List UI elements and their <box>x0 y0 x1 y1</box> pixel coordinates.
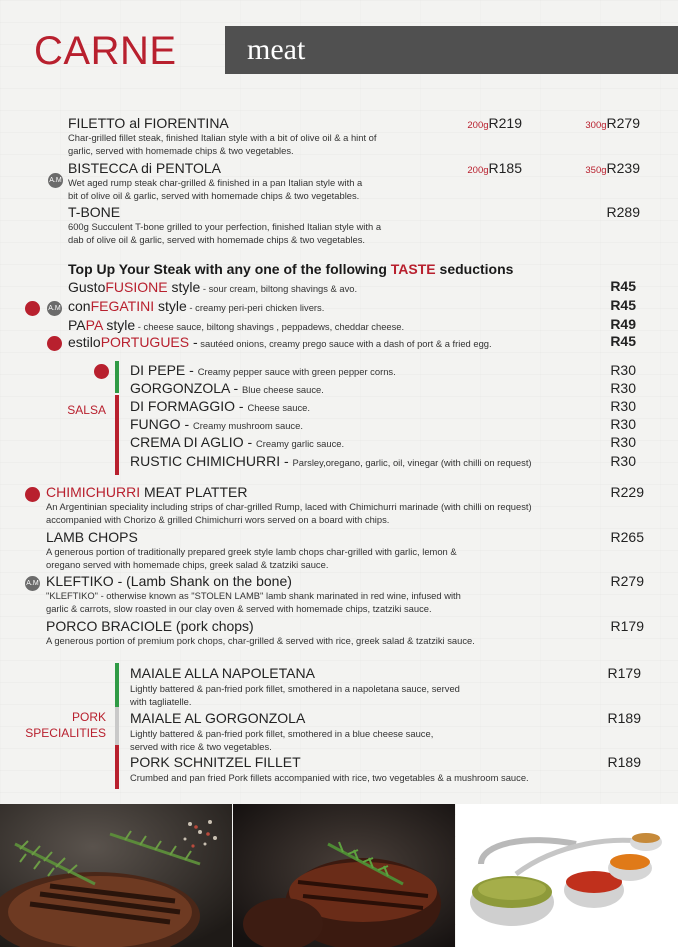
chili-icon <box>47 336 62 351</box>
am-icon: A.M <box>25 576 40 591</box>
steak-name: BISTECCA di PENTOLA <box>68 160 222 176</box>
platter-desc: "KLEFTIKO" - otherwise known as "STOLEN LAMB" lamb shank marinated in red wine, infused with <box>46 590 461 601</box>
steak-name: T-BONE <box>68 204 121 220</box>
pork-label: SPECIALITIES <box>25 726 106 740</box>
platter-desc: oregano served with homemade chips, greek salad & tzatziki sauce. <box>46 559 329 570</box>
steak-price: 350gR239 <box>585 160 640 176</box>
salsa-price: R30 <box>610 453 636 469</box>
page-title-meat: meat <box>247 33 306 66</box>
pork-item-price: R189 <box>607 754 641 770</box>
pork-item-desc: served with rice & two vegetables. <box>130 741 272 752</box>
pork-item-price: R189 <box>607 710 641 726</box>
spices-photo <box>456 804 678 947</box>
pork-item-name: MAIALE ALLA NAPOLETANA <box>130 665 315 681</box>
fillet-steak-photo <box>233 804 455 947</box>
platter-desc: A generous portion of traditionally prepared greek style lamb chops char-grilled with garlic, lemon & <box>46 546 457 557</box>
platter-desc: garlic & carrots, slow roasted in our clay oven & served with homemade chips, tzatziki sauce. <box>46 603 432 614</box>
pork-item-name: PORK SCHNITZEL FILLET <box>130 754 301 770</box>
steak-desc: garlic, served with homemade chips & two vegetables. <box>68 145 294 156</box>
topup-item: estiloPORTUGUES - sautéed onions, creamy prego sauce with a dash of port & a fried egg. <box>68 334 492 350</box>
platter-desc: A generous portion of premium pork chops, char-grilled & served with rice, greek salad & tzatziki sauce. <box>46 635 475 646</box>
platter-name: PORCO BRACIOLE (pork chops) <box>46 618 254 634</box>
platter-price: R279 <box>610 573 644 589</box>
topup-item: GustoFUSIONE style - sour cream, biltong shavings & avo. <box>68 279 358 295</box>
salsa-item: FUNGO - Creamy mushroom sauce. <box>130 416 303 432</box>
divider-grey <box>115 707 119 745</box>
salsa-price: R30 <box>610 398 636 414</box>
divider-green <box>115 663 119 707</box>
steak-name: FILETTO al FIORENTINA <box>68 115 229 131</box>
divider-green <box>115 361 119 393</box>
platter-name: KLEFTIKO - (Lamb Shank on the bone) <box>46 573 292 589</box>
steak-desc: Char-grilled fillet steak, finished Italian style with a bit of olive oil & a hint of <box>68 132 377 143</box>
pork-item-price: R179 <box>607 665 641 681</box>
platter-name: CHIMICHURRI MEAT PLATTER <box>46 484 248 500</box>
salsa-label: SALSA <box>67 403 106 417</box>
chili-icon <box>25 301 40 316</box>
steak-price: 300gR279 <box>585 115 640 131</box>
platter-price: R229 <box>610 484 644 500</box>
am-icon: A.M <box>47 301 62 316</box>
platter-name: LAMB CHOPS <box>46 529 138 545</box>
platter-desc: An Argentinian speciality including strips of char-grilled Rump, laced with Chimichurri marinade (with chilli on request) <box>46 501 532 512</box>
pork-item-name: MAIALE AL GORGONZOLA <box>130 710 306 726</box>
pork-item-desc: Crumbed and pan fried Pork fillets accompanied with rice, two vegetables & a mushroom sauce. <box>130 772 529 783</box>
salsa-item: DI FORMAGGIO - Cheese sauce. <box>130 398 310 414</box>
steak-desc: dab of olive oil & garlic, served with homemade chips & two vegetables. <box>68 234 366 245</box>
salsa-item: CREMA DI AGLIO - Creamy garlic sauce. <box>130 434 345 450</box>
platter-desc: accompanied with Chorizo & grilled Chimichurri wors served on a board with chips. <box>46 514 390 525</box>
salsa-price: R30 <box>610 362 636 378</box>
salsa-price: R30 <box>610 434 636 450</box>
steak-price: 200gR185 <box>467 160 522 176</box>
pork-item-desc: with tagliatelle. <box>130 696 192 707</box>
steak-desc: 600g Succulent T-bone grilled to your perfection, finished Italian style with a <box>68 221 382 232</box>
am-icon: A.M <box>48 173 63 188</box>
divider-red <box>115 395 119 475</box>
salsa-item: GORGONZOLA - Blue cheese sauce. <box>130 380 324 396</box>
divider-red <box>115 745 119 789</box>
salsa-item: DI PEPE - Creamy pepper sauce with green pepper corns. <box>130 362 396 378</box>
pork-item-desc: Lightly battered & pan-fried pork fillet, smothered in a napoletana sauce, served <box>130 683 460 694</box>
platter-price: R265 <box>610 529 644 545</box>
salsa-price: R30 <box>610 416 636 432</box>
platter-price: R179 <box>610 618 644 634</box>
topup-price: R45 <box>610 278 636 294</box>
chili-icon <box>94 364 109 379</box>
topup-price: R49 <box>610 316 636 332</box>
topup-price: R45 <box>610 333 636 349</box>
pork-label: PORK <box>71 710 106 724</box>
topup-item: PAPA style - cheese sauce, biltong shavings , peppadews, cheddar cheese. <box>68 317 405 333</box>
chili-icon <box>25 487 40 502</box>
steak-desc: Wet aged rump steak char-grilled & finished in a pan Italian style with a <box>68 177 363 188</box>
topup-heading: Top Up Your Steak with any one of the following TASTE seductions <box>68 261 514 277</box>
page-title-carne: CARNE <box>34 29 177 73</box>
topup-price: R45 <box>610 297 636 313</box>
topup-item: conFEGATINI style - creamy peri-peri chicken livers. <box>68 298 325 314</box>
salsa-price: R30 <box>610 380 636 396</box>
steak-price: 200gR219 <box>467 115 522 131</box>
steak-desc: bit of olive oil & garlic, served with homemade chips & two vegetables. <box>68 190 360 201</box>
title-bar <box>225 26 678 74</box>
pork-item-desc: Lightly battered & pan-fried pork fillet, smothered in a blue cheese sauce, <box>130 728 434 739</box>
steak-price: R289 <box>606 204 640 220</box>
tbone-steak-photo <box>0 804 232 947</box>
salsa-item: RUSTIC CHIMICHURRI - Parsley,oregano, garlic, oil, vinegar (with chilli on request) <box>130 453 532 469</box>
